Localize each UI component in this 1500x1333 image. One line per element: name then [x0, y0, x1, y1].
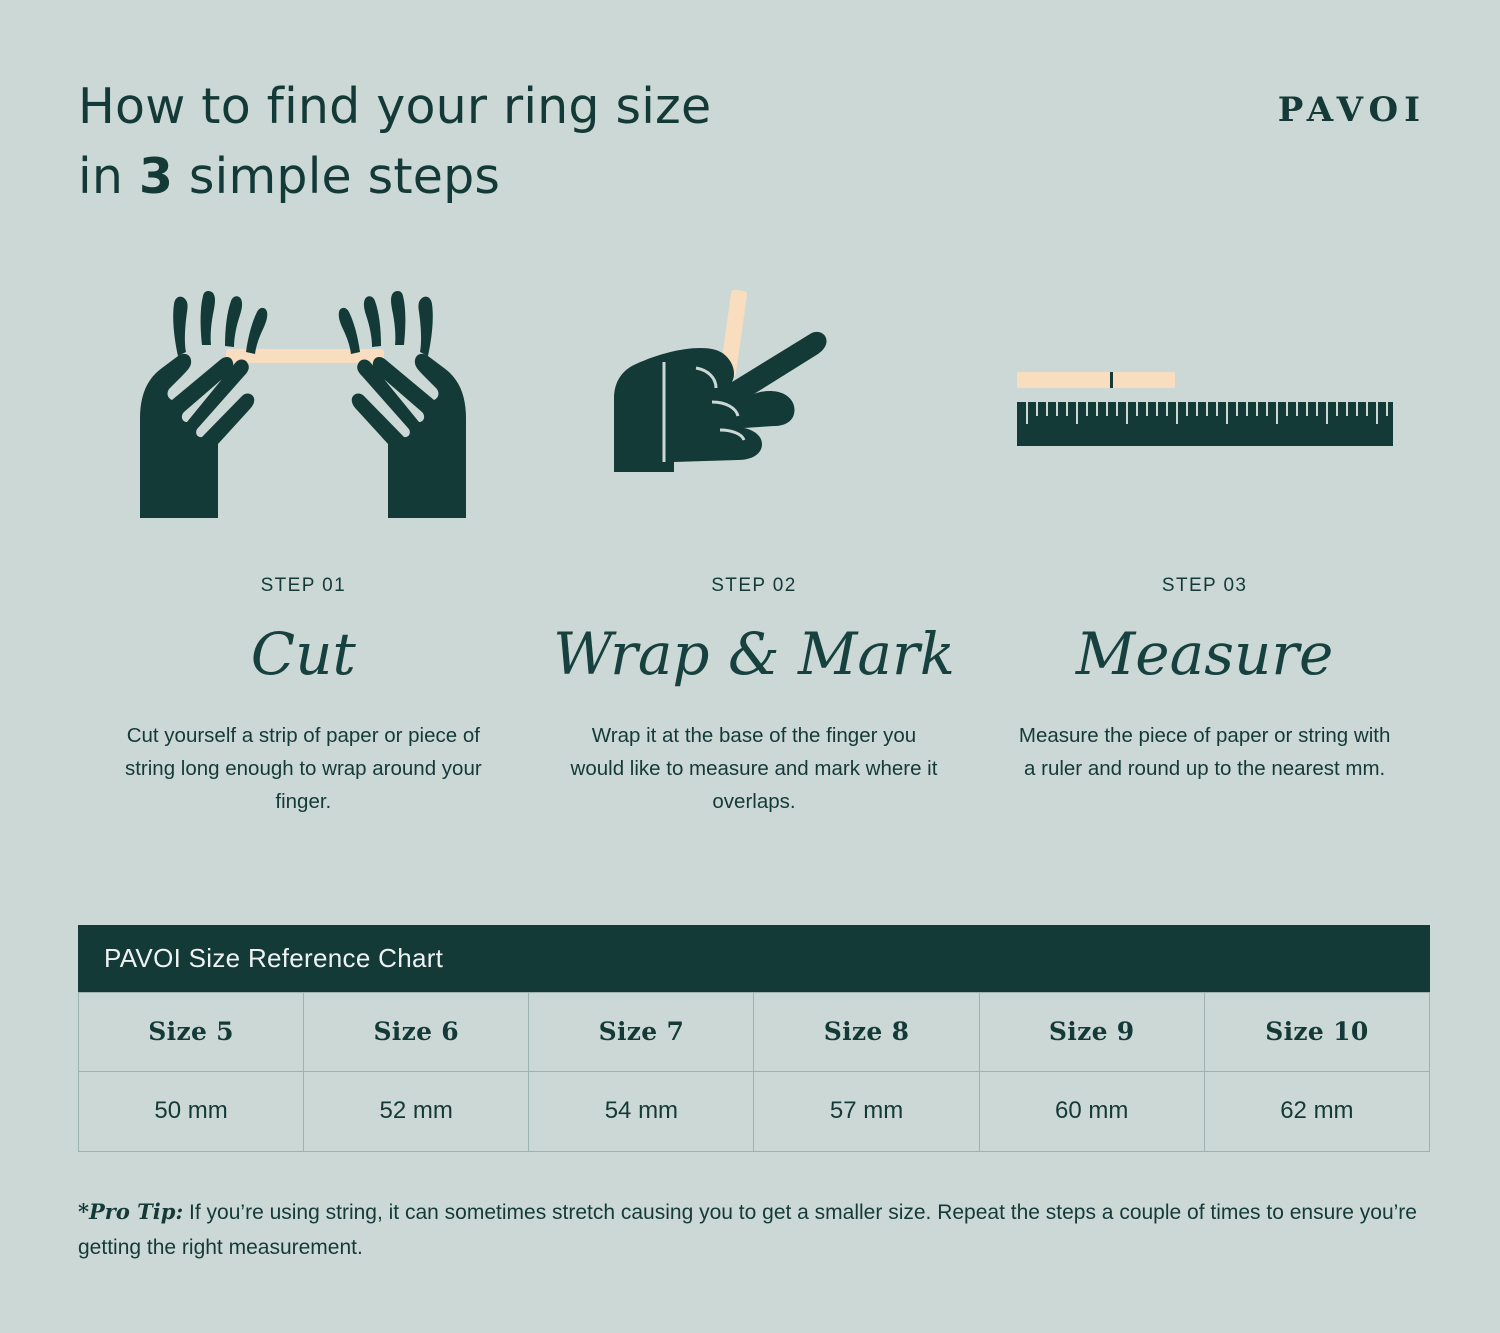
- page-title-line-2-prefix: in: [78, 147, 139, 205]
- step-02-description: Wrap it at the base of the finger you would like to measure and mark where it overlaps.: [570, 724, 938, 814]
- table-header-cell: Size 6: [304, 993, 529, 1072]
- table-cell: 57 mm: [754, 1072, 979, 1152]
- size-reference-table-wrap: [78, 925, 1430, 1152]
- table-cell: 50 mm: [79, 1072, 304, 1152]
- table-header-cell: Size 5: [79, 993, 304, 1072]
- step-01-illustration: [78, 285, 529, 535]
- ruler-measuring-strip-icon: [1015, 290, 1395, 530]
- step-03-description: Measure the piece of paper or string with a ruler and round up to the nearest mm.: [1018, 724, 1391, 781]
- step-01-description: Cut yourself a strip of paper or piece of string long enough to wrap around your finger.: [124, 724, 482, 814]
- brand-logo: PAVOI: [1277, 90, 1426, 130]
- pro-tip-label: *Pro Tip:: [78, 1199, 184, 1224]
- pro-tip: [78, 1195, 1430, 1265]
- table-cell: 60 mm: [979, 1072, 1204, 1152]
- table-cell: 52 mm: [304, 1072, 529, 1152]
- size-reference-table: [78, 925, 1430, 1152]
- table-header-cell: Size 8: [754, 993, 979, 1072]
- page-title-line-1: How to find your ring size: [78, 78, 712, 135]
- table-cell: 54 mm: [529, 1072, 754, 1152]
- table-header-row: [79, 993, 1430, 1072]
- steps-row: [78, 285, 1430, 819]
- step-02-illustration: [529, 285, 980, 535]
- table-header-cell: Size 9: [979, 993, 1204, 1072]
- step-03-title: Measure: [1075, 620, 1334, 688]
- page-title-line-2-suffix: simple steps: [173, 147, 501, 205]
- table-header-cell: Size 7: [529, 993, 754, 1072]
- step-03-label: STEP 03: [1161, 575, 1248, 596]
- page-title-step-count: 3: [138, 147, 174, 205]
- step-03: [979, 285, 1430, 819]
- step-01-label: STEP 01: [260, 575, 347, 596]
- two-hands-holding-paper-strip-icon: [118, 290, 488, 530]
- table-row: [79, 1072, 1430, 1152]
- page-title-line-2: [78, 142, 711, 212]
- header: [78, 72, 1430, 211]
- table-header-cell: Size 10: [1204, 993, 1429, 1072]
- step-02-title: Wrap & Mark: [553, 620, 955, 688]
- pro-tip-text: If you’re using string, it can sometimes stretch causing you to get a smaller size. Repeat the steps a couple of times to ensure you’re getting the right measurement.: [78, 1201, 1417, 1259]
- hand-wrapping-strip-on-finger-icon: [604, 290, 904, 530]
- table-cell: 62 mm: [1204, 1072, 1429, 1152]
- step-02-label: STEP 02: [711, 575, 797, 596]
- step-03-illustration: [979, 285, 1430, 535]
- step-01-title: Cut: [250, 620, 356, 688]
- page-title: [78, 72, 711, 211]
- step-02: [529, 285, 980, 819]
- size-reference-table-caption: PAVOI Size Reference Chart: [78, 925, 1430, 992]
- step-01: [78, 285, 529, 819]
